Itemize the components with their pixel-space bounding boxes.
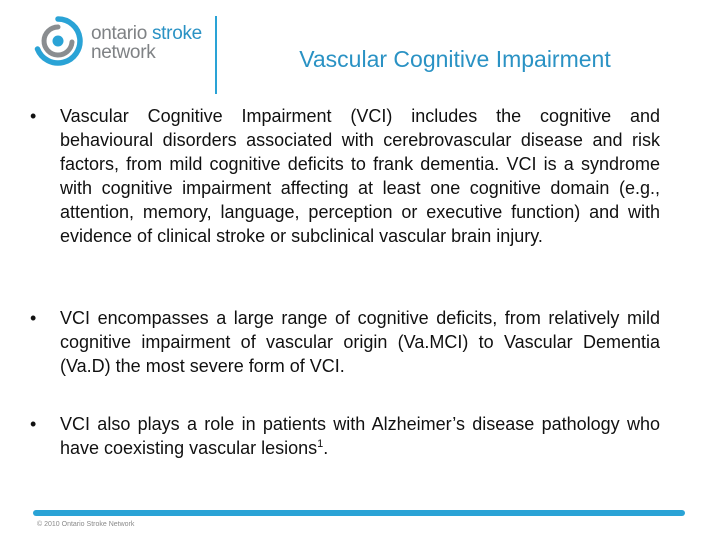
slide-title: Vascular Cognitive Impairment — [299, 46, 611, 72]
bullet-marker: • — [30, 106, 37, 126]
logo-wordmark — [91, 24, 202, 62]
header-divider — [215, 16, 217, 94]
bullet-item-vci-range — [30, 306, 660, 378]
bullet-marker: • — [30, 414, 37, 434]
logo-word-ontario: ontario — [91, 23, 147, 44]
bullet-text: includes the cognitive and behavioural disorders associated with cerebrovascular disease and risk factors, from mild cognitive deficits to frank dementia. VCI is a syndrome with cognitive impairment affecting at least one cognitive domain (e.g., attention, memory, language, perception or executive function) and with evidence of clinical stroke or subclinical vascular brain injury. — [60, 106, 660, 246]
logo-word-stroke: stroke — [151, 23, 202, 44]
bullet-text: VCI also plays a role in patients with Alzheimer’s disease pathology who have coexisting vascular lesions — [60, 414, 660, 458]
logo-word-network: network — [91, 42, 156, 63]
bullet-lead: Vascular Cognitive Impairment (VCI) — [60, 106, 393, 126]
logo-ring-icon — [33, 16, 83, 66]
bullet-marker: • — [30, 308, 37, 328]
bullet-text: VCI encompasses a large range of cognitive deficits, from relatively mild cognitive impairment of vascular origin (Va.MCI) to Vascular Dementia (Va.D) the most severe form of VCI. — [60, 308, 660, 376]
copyright-notice: © 2010 Ontario Stroke Network — [37, 521, 135, 528]
ontario-stroke-network-logo — [33, 16, 213, 72]
bullet-item-vci-definition — [30, 104, 660, 248]
reference-superscript: 1 — [317, 438, 324, 450]
footer-bar — [33, 510, 685, 516]
bullet-end: . — [323, 438, 329, 458]
bullet-item-vci-alzheimers — [30, 412, 660, 460]
